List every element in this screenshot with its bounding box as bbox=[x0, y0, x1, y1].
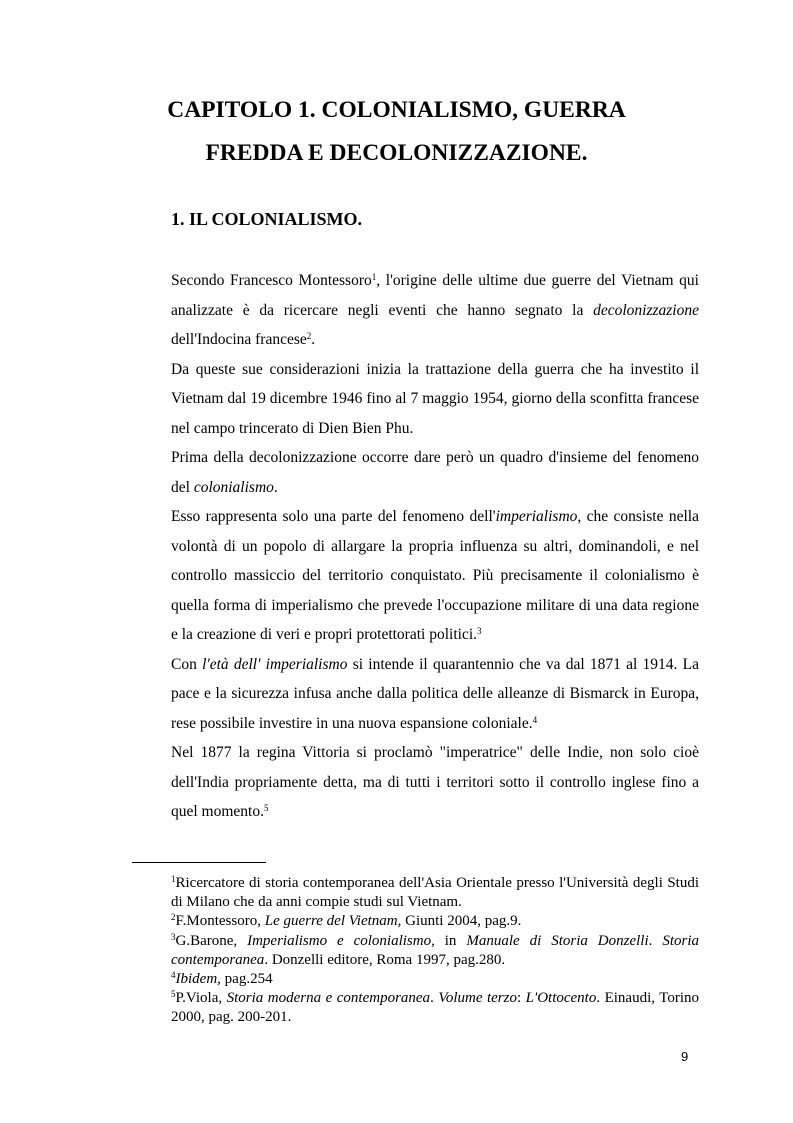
footnote-ref-3: 3 bbox=[477, 626, 482, 636]
footnote-number: 5 bbox=[171, 989, 176, 1000]
paragraph-2: Da queste sue considerazioni inizia la trattazione della guerra che ha investito il Vietnam dal 19 dicembre 1946 fino al 7 maggio 1954, giorno della sconfitta francese nel campo trincerato di Dien Bien Phu. bbox=[171, 360, 699, 437]
footnote-ref-1: 1 bbox=[371, 272, 377, 282]
footnote-3: $^3$G.Barone, Imperialismo e colonialismo, in Manuale di Storia Donzelli. Storia contemporanea. Donzelli editore, Roma 1997, pag.280. bbox=[171, 931, 700, 968]
chapter-title-line-2: FREDDA E DECOLONIZZAZIONE. bbox=[205, 140, 588, 166]
section-heading: 1. IL COLONIALISMO. bbox=[171, 209, 363, 229]
chapter-title-line-1: CAPITOLO 1. COLONIALISMO, GUERRA bbox=[167, 97, 626, 123]
paragraph-5: Con l'età dell' imperialismo si intende il quarantennio che va dal 1871 al 1914. La pace e la sicurezza infusa anche dalla politica delle alleanze di Bismarck in Europa, rese possibile investire in una nuova espansione coloniale.$^4$ bbox=[171, 655, 699, 732]
footnote-number: 2 bbox=[171, 912, 176, 923]
footnote-4: $^4$Ibidem, pag.254 bbox=[171, 970, 273, 988]
paragraph-1: Secondo Francesco Montessoro$^1$, l'origine delle ultime due guerre del Vietnam qui analizzate è da ricercare negli eventi che hanno segnato la decolonizzazione dell'Indocina francese$^2$. bbox=[171, 272, 699, 348]
footnote-ref-5: 5 bbox=[264, 803, 269, 813]
footnote-number: 4 bbox=[171, 970, 176, 981]
chapter-title bbox=[120, 89, 673, 175]
footnote-ref-4: 4 bbox=[532, 714, 538, 725]
paragraph-6: Nel 1877 la regina Vittoria si proclamò "imperatrice" delle Indie, non solo cioè dell'India propriamente detta, ma di tutti i territori sotto il controllo inglese fino a quel momento.$^5$ bbox=[171, 744, 699, 820]
footnote-1: $^1$Ricercatore di storia contemporanea dell'Asia Orientale presso l'Università degli Studi di Milano che da anni compie studi sul Vietnam. bbox=[171, 874, 699, 911]
footnote-ref-2: 2 bbox=[306, 331, 312, 341]
paragraph-3: Prima della decolonizzazione occorre dare però un quadro d'insieme del fenomeno del colonialismo. bbox=[171, 449, 699, 496]
footnote-2: $^2$F.Montessoro, Le guerre del Vietnam, Giunti 2004, pag.9. bbox=[171, 912, 522, 930]
footnote-5: $^5$P.Viola, Storia moderna e contemporanea. Volume terzo: L'Ottocento. Einaudi, Torino 2000, pag. 200-201. bbox=[171, 989, 699, 1026]
footnote-number: 1 bbox=[171, 874, 176, 884]
body-text bbox=[171, 266, 699, 827]
paragraph-4: Esso rappresenta solo una parte del fenomeno dell'imperialismo, che consiste nella volontà di un popolo di allargare la propria influenza su altri, dominandoli, e nel controllo massiccio del territorio conquistato. Più precisamente il colonialismo è quella forma di imperialismo che prevede l'occupazione militare di una data regione e la creazione di veri e propri protettorati politici.$^3$ bbox=[171, 508, 699, 643]
footnote-number: 3 bbox=[171, 931, 176, 942]
page-number: 9 bbox=[681, 1049, 689, 1064]
footnotes bbox=[171, 874, 699, 1028]
footnote-separator bbox=[132, 862, 266, 863]
